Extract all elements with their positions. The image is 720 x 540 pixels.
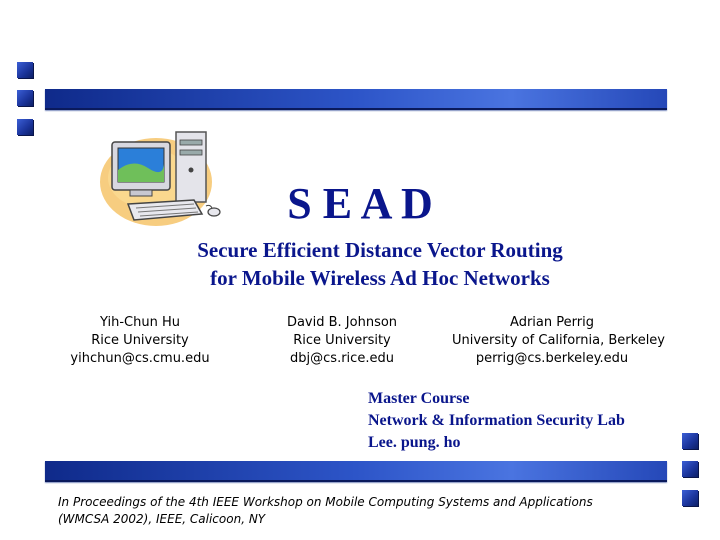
citation (58, 494, 698, 528)
author-email: yihchun@cs.cmu.edu (70, 351, 210, 366)
decor-square (682, 433, 698, 449)
author-affiliation: University of California, Berkeley (452, 333, 665, 348)
subtitle-line: Secure Efficient Distance Vector Routing (197, 238, 563, 262)
subtitle-line: for Mobile Wireless Ad Hoc Networks (210, 266, 550, 290)
presenter-line: Lee. pung. ho (368, 434, 461, 451)
decor-square (17, 62, 33, 78)
presenter-line: Master Course (368, 390, 470, 407)
author-affiliation: Rice University (293, 333, 391, 348)
slide-title: S E A D (287, 179, 433, 228)
author-name: David B. Johnson (286, 315, 398, 330)
citation-line: In Proceedings of the 4th IEEE Workshop on Mobile Computing Systems and Applications (58, 495, 593, 509)
decor-square (17, 90, 33, 106)
author-name: Yih-Chun Hu (100, 315, 180, 330)
author-block (262, 314, 422, 368)
decor-square (682, 461, 698, 477)
author-block (60, 314, 220, 368)
author-email: dbj@cs.rice.edu (290, 351, 394, 366)
author-block (452, 314, 665, 368)
author-affiliation: Rice University (91, 333, 189, 348)
presenter-block (368, 388, 625, 454)
bottom-bar (45, 461, 667, 482)
decor-square (17, 119, 33, 135)
slide-subtitle (120, 236, 640, 292)
top-bar (45, 89, 667, 110)
author-email: perrig@cs.berkeley.edu (475, 351, 629, 366)
presenter-line: Network & Information Security Lab (368, 412, 625, 429)
author-name: Adrian Perrig (510, 315, 594, 330)
citation-line: (WMCSA 2002), IEEE, Calicoon, NY (58, 512, 266, 526)
